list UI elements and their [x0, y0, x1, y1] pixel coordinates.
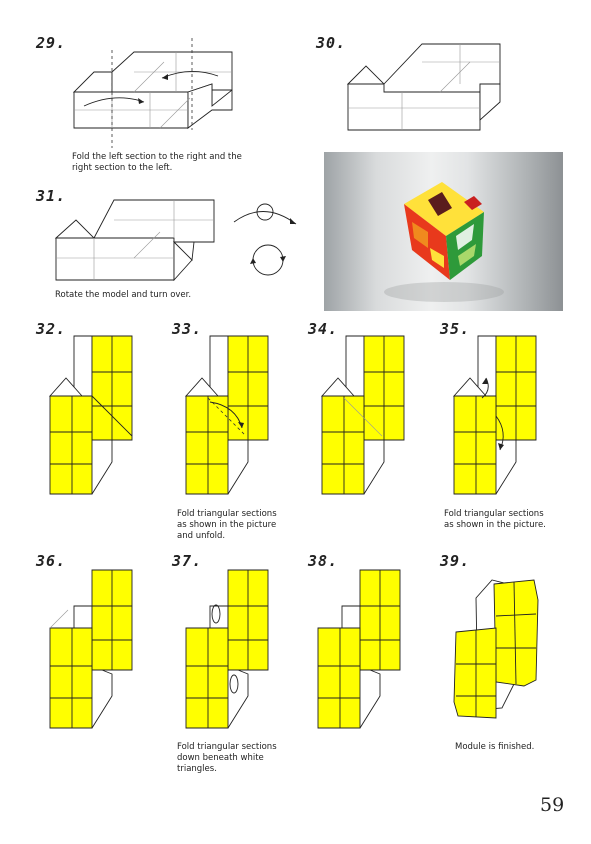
step-number-37: 37. [172, 552, 203, 570]
crease-line [50, 610, 68, 628]
caption-line: and unfold. [177, 531, 226, 541]
step-number-33: 33. [172, 320, 203, 338]
turn-over-arrow [234, 211, 296, 224]
diagram-step-32 [48, 332, 148, 500]
diagram-step-35 [452, 332, 552, 500]
diagram-step-36 [48, 566, 148, 734]
diagram-panel [74, 72, 112, 92]
cube-illustration [324, 152, 563, 311]
diagram-step-30 [340, 36, 520, 136]
diagram-step-33 [184, 332, 284, 500]
diagram-step-31 [50, 196, 225, 286]
caption-line: triangles. [177, 764, 217, 774]
diagram-step-38 [316, 566, 416, 734]
arrow-head [250, 258, 256, 264]
step-number-29: 29. [36, 34, 67, 52]
rotate-circle [253, 245, 283, 275]
diagram-step-37 [184, 566, 284, 734]
step-number-36: 36. [36, 552, 67, 570]
step-number-31: 31. [36, 187, 67, 205]
yellow-panel [186, 396, 228, 494]
diagram-step-34 [320, 332, 420, 500]
yellow-panel [318, 628, 360, 728]
step-number-39: 39. [440, 552, 471, 570]
yellow-panel [322, 396, 364, 494]
caption-line: Fold triangular sections [444, 509, 544, 519]
caption-step-29 [72, 152, 242, 174]
rotate-turnover-symbols [232, 200, 302, 280]
diagram-step-39 [452, 576, 552, 726]
caption-step-37 [177, 742, 277, 775]
diagram-panel [348, 66, 384, 84]
caption-step-39 [455, 742, 534, 753]
caption-line: Fold triangular sections [177, 742, 277, 752]
step-number-34: 34. [308, 320, 339, 338]
caption-step-31 [55, 290, 191, 301]
cube-reflection [384, 282, 504, 302]
diagram-panel [480, 84, 500, 120]
diagram-panel [56, 220, 94, 238]
page-number: 59 [540, 794, 565, 816]
caption-line: Rotate the model and turn over. [55, 290, 192, 300]
caption-line: down beneath white [177, 753, 264, 763]
step-number-32: 32. [36, 320, 67, 338]
caption-line: as shown in the picture [177, 520, 277, 530]
step-number-35: 35. [440, 320, 471, 338]
yellow-panel [454, 396, 496, 494]
yellow-panel [186, 628, 228, 728]
caption-line: right section to the left. [72, 163, 173, 173]
yellow-panel [50, 396, 92, 494]
diagram-step-29 [60, 30, 280, 155]
arrow-head [280, 256, 286, 262]
caption-line: Fold the left section to the right and the [72, 152, 242, 162]
caption-line: Fold triangular sections [177, 509, 277, 519]
caption-line: as shown in the picture. [444, 520, 546, 530]
diagram-panel [56, 238, 174, 280]
diagram-panel [188, 84, 232, 128]
yellow-panel [454, 628, 496, 718]
step-number-38: 38. [308, 552, 339, 570]
yellow-panel [50, 628, 92, 728]
finished-cube-photo [324, 152, 563, 311]
caption-step-33 [177, 509, 277, 542]
caption-line: Module is finished. [455, 742, 535, 752]
caption-step-35 [444, 509, 546, 531]
step-number-30: 30. [316, 34, 347, 52]
arrow-head [290, 218, 296, 224]
